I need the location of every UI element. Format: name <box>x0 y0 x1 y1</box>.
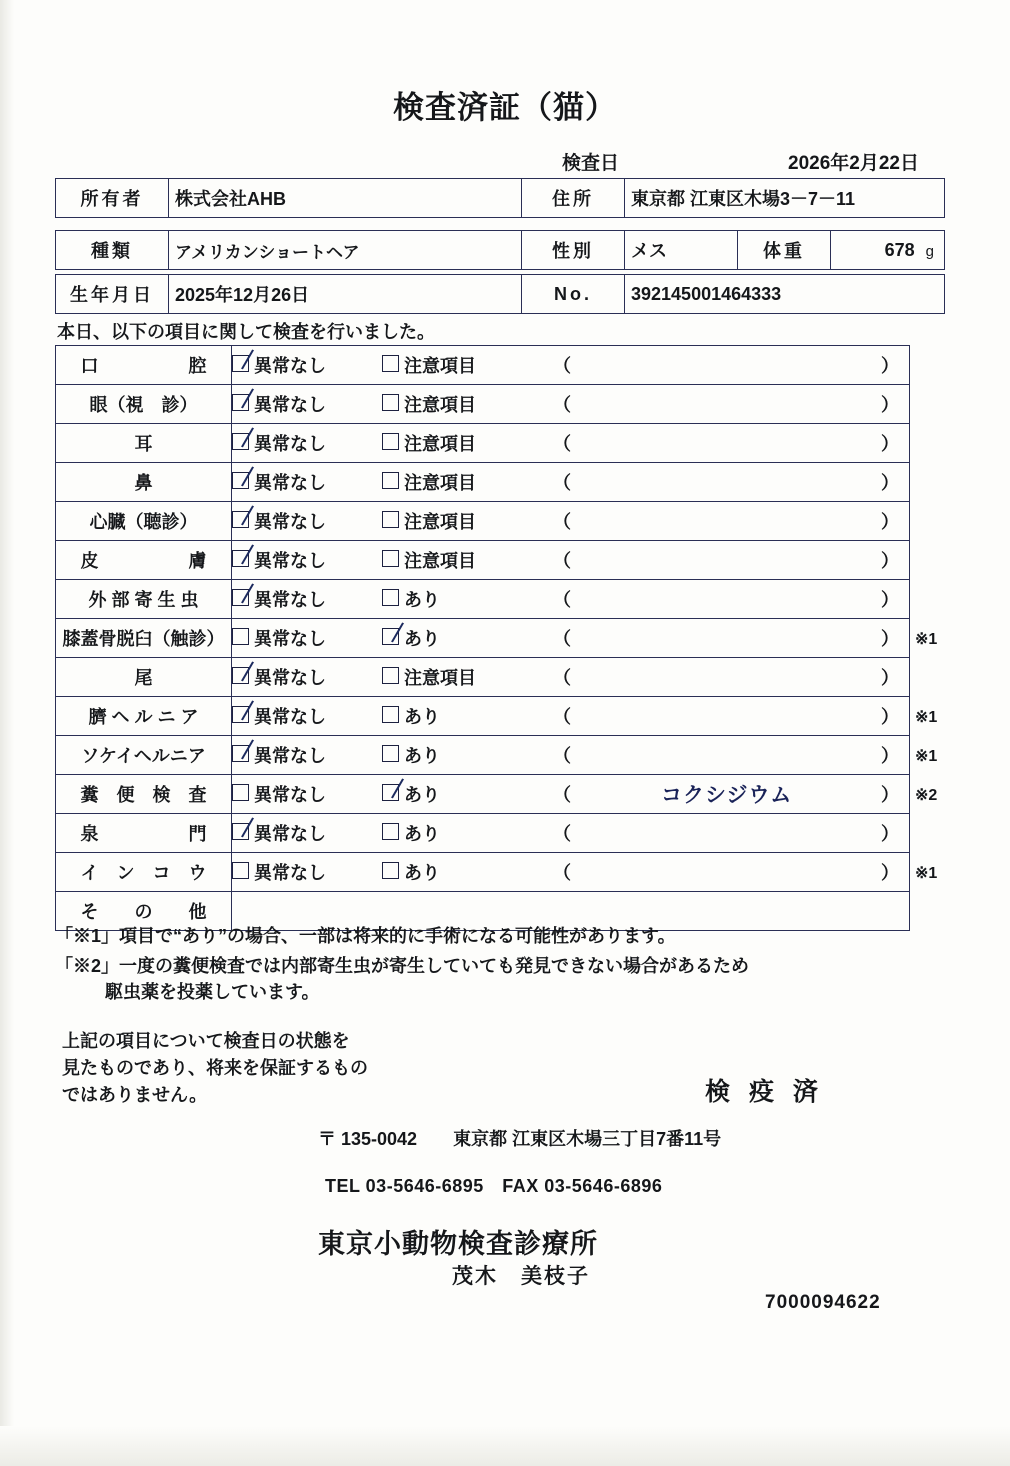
option-secondary-label: あり <box>404 746 440 766</box>
checkbox-icon[interactable] <box>232 511 249 528</box>
note-paren-close: ） <box>881 824 899 844</box>
option-secondary[interactable] <box>382 742 547 768</box>
note-paren-close: ） <box>881 590 899 610</box>
option-normal-label: 異常なし <box>254 473 326 493</box>
checkbox-icon[interactable] <box>382 667 399 684</box>
note-paren-open: （ <box>553 551 571 571</box>
exam-item-label: ソケイヘルニア <box>56 736 232 775</box>
exam-item-options <box>232 541 910 580</box>
option-secondary-label: 注意項目 <box>404 434 476 454</box>
option-normal-label: 異常なし <box>254 551 326 571</box>
note-paren-open: （ <box>553 473 571 493</box>
scan-edge-bottom <box>0 1426 1010 1466</box>
table-row <box>56 179 945 218</box>
note-paren-close: ） <box>881 707 899 727</box>
note-paren-open: （ <box>553 785 571 805</box>
option-normal-label: 異常なし <box>254 746 326 766</box>
option-secondary[interactable] <box>382 352 547 378</box>
note-paren-open: （ <box>553 590 571 610</box>
note-paren-close: ） <box>881 629 899 649</box>
table-row <box>56 697 910 736</box>
owner-table <box>55 178 945 218</box>
exam-item-options <box>232 814 910 853</box>
checkbox-icon[interactable] <box>232 823 249 840</box>
inspection-date-value: 2026年2月22日 <box>788 153 919 174</box>
option-secondary[interactable] <box>382 469 547 495</box>
exam-item-options <box>232 346 910 385</box>
checkbox-icon[interactable] <box>232 472 249 489</box>
option-secondary[interactable] <box>382 703 547 729</box>
option-normal[interactable] <box>232 508 382 534</box>
checkbox-icon[interactable] <box>232 784 249 801</box>
note-paren-open: （ <box>553 356 571 376</box>
option-secondary-label: あり <box>404 863 440 883</box>
checkbox-icon[interactable] <box>232 745 249 762</box>
table-row <box>56 853 910 892</box>
table-row <box>56 619 910 658</box>
note-paren-close: ） <box>881 434 899 454</box>
option-normal-label: 異常なし <box>254 629 326 649</box>
checkbox-icon[interactable] <box>232 706 249 723</box>
address-label: 住所 <box>522 179 625 218</box>
disclaimer-line: ではありません。 <box>62 1085 208 1105</box>
option-normal[interactable] <box>232 586 382 612</box>
note-paren-close: ） <box>881 512 899 532</box>
checkbox-icon[interactable] <box>232 550 249 567</box>
exam-intro-note: 本日、以下の項目に関して検査を行いました。 <box>57 322 435 342</box>
table-row <box>56 502 910 541</box>
note-paren-open: （ <box>553 434 571 454</box>
note-paren-open: （ <box>553 746 571 766</box>
option-secondary[interactable] <box>382 508 547 534</box>
option-normal[interactable] <box>232 781 382 807</box>
scan-edge-left <box>0 0 14 1466</box>
checkbox-icon[interactable] <box>382 784 399 801</box>
table-row <box>56 424 910 463</box>
option-normal[interactable] <box>232 625 382 651</box>
option-normal-label: 異常なし <box>254 824 326 844</box>
exam-item-label: イ ン コ ウ <box>56 853 232 892</box>
exam-item-label: 口 腔 <box>56 346 232 385</box>
note-paren-open: （ <box>553 824 571 844</box>
option-secondary-label: あり <box>404 707 440 727</box>
option-secondary-label: あり <box>404 590 440 610</box>
checkbox-icon[interactable] <box>232 589 249 606</box>
table-row <box>56 541 910 580</box>
exam-table <box>55 345 910 931</box>
exam-item-options <box>232 658 910 697</box>
kind-value: アメリカンショートヘア <box>169 231 522 270</box>
option-normal[interactable] <box>232 742 382 768</box>
option-normal[interactable] <box>232 430 382 456</box>
exam-item-options <box>232 580 910 619</box>
option-secondary[interactable] <box>382 586 547 612</box>
page-title: 検査済証（猫） <box>393 90 617 125</box>
option-secondary[interactable] <box>382 430 547 456</box>
option-secondary-label: あり <box>404 824 440 844</box>
checkbox-icon[interactable] <box>382 355 399 372</box>
table-row <box>56 736 910 775</box>
table-row <box>56 463 910 502</box>
note-paren-close: ） <box>881 356 899 376</box>
option-secondary[interactable] <box>382 547 547 573</box>
option-normal[interactable] <box>232 469 382 495</box>
birth-label: 生年月日 <box>56 275 169 314</box>
exam-item-options <box>232 619 910 658</box>
checkbox-icon[interactable] <box>382 628 399 645</box>
exam-item-options <box>232 736 910 775</box>
checkbox-icon[interactable] <box>232 628 249 645</box>
no-label: No. <box>522 275 625 314</box>
table-row <box>56 658 910 697</box>
address-value: 東京都 江東区木場3－7－11 <box>625 179 945 218</box>
owner-label: 所有者 <box>56 179 169 218</box>
option-normal-label: 異常なし <box>254 434 326 454</box>
note-paren-open: （ <box>553 863 571 883</box>
inspection-date-label: 検査日 <box>562 153 620 174</box>
exam-item-footnote-mark: ※1 <box>915 748 938 765</box>
table-row <box>56 814 910 853</box>
disclaimer-line: 見たものであり、将来を保証するもの <box>62 1058 368 1078</box>
checkbox-icon[interactable] <box>382 745 399 762</box>
exam-item-label: 鼻 <box>56 463 232 502</box>
option-normal-label: 異常なし <box>254 395 326 415</box>
option-normal[interactable] <box>232 859 382 885</box>
checkbox-icon[interactable] <box>382 706 399 723</box>
exam-item-options <box>232 385 910 424</box>
table-row <box>56 580 910 619</box>
note-paren-open: （ <box>553 395 571 415</box>
checkbox-icon[interactable] <box>382 862 399 879</box>
birth-value: 2025年12月26日 <box>169 275 522 314</box>
option-normal[interactable] <box>232 352 382 378</box>
doctor-name: 茂木 美枝子 <box>452 1265 590 1288</box>
option-secondary[interactable] <box>382 781 547 807</box>
checkbox-icon[interactable] <box>382 511 399 528</box>
table-row <box>56 346 910 385</box>
checkbox-icon[interactable] <box>232 394 249 411</box>
table-row <box>56 775 910 814</box>
no-value: 392145001464333 <box>625 275 945 314</box>
table-row <box>56 231 945 270</box>
exam-item-label: 皮 膚 <box>56 541 232 580</box>
checkbox-icon[interactable] <box>232 433 249 450</box>
table-row <box>56 385 910 424</box>
option-normal-label: 異常なし <box>254 590 326 610</box>
checkbox-icon[interactable] <box>382 589 399 606</box>
option-normal[interactable] <box>232 703 382 729</box>
option-normal[interactable] <box>232 391 382 417</box>
note-paren-close: ） <box>881 473 899 493</box>
option-secondary[interactable] <box>382 664 547 690</box>
note-paren-open: （ <box>553 629 571 649</box>
checkbox-icon[interactable] <box>382 394 399 411</box>
note-paren-close: ） <box>881 395 899 415</box>
exam-item-label: 糞 便 検 査 <box>56 775 232 814</box>
note-paren-close: ） <box>881 746 899 766</box>
option-secondary-label: 注意項目 <box>404 356 476 376</box>
table-row <box>56 275 945 314</box>
exam-item-label: 泉 門 <box>56 814 232 853</box>
option-normal[interactable] <box>232 547 382 573</box>
exam-item-label: 外 部 寄 生 虫 <box>56 580 232 619</box>
option-secondary-label: 注意項目 <box>404 668 476 688</box>
checkbox-icon[interactable] <box>382 550 399 567</box>
exam-item-options <box>232 502 910 541</box>
note-paren-close: ） <box>881 551 899 571</box>
checkbox-icon[interactable] <box>382 472 399 489</box>
checkbox-icon[interactable] <box>232 862 249 879</box>
option-secondary-label: あり <box>404 629 440 649</box>
exam-item-options <box>232 775 910 814</box>
option-normal-label: 異常なし <box>254 863 326 883</box>
option-secondary[interactable] <box>382 820 547 846</box>
option-secondary-label: 注意項目 <box>404 473 476 493</box>
kind-table <box>55 230 945 270</box>
note-paren-open: （ <box>553 707 571 727</box>
note-paren-close: ） <box>881 785 899 805</box>
disclaimer-line: 上記の項目について検査日の状態を <box>62 1031 350 1051</box>
exam-item-label: そ の 他 <box>56 892 232 931</box>
option-normal-label: 異常なし <box>254 356 326 376</box>
checkbox-icon[interactable] <box>232 667 249 684</box>
weight-label: 体重 <box>738 231 831 270</box>
option-normal[interactable] <box>232 664 382 690</box>
note-paren-close: ） <box>881 668 899 688</box>
checkbox-icon[interactable] <box>232 355 249 372</box>
footnote-2: 「※2」一度の糞便検査では内部寄生虫が寄生していても発見できない場合があるため <box>55 956 750 976</box>
checkbox-icon[interactable] <box>382 433 399 450</box>
exam-item-label: 心臓（聴診） <box>56 502 232 541</box>
birth-table <box>55 274 945 314</box>
clinic-address: 〒 135-0042 東京都 江東区木場三丁目7番11号 <box>318 1129 722 1149</box>
quarantine-stamp: 検 疫 済 <box>705 1078 824 1106</box>
option-secondary[interactable] <box>382 859 547 885</box>
exam-item-label: 尾 <box>56 658 232 697</box>
exam-item-footnote-mark: ※1 <box>915 709 938 726</box>
exam-item-options <box>232 463 910 502</box>
exam-item-label: 臍 ヘ ル ニ ア <box>56 697 232 736</box>
sex-label: 性別 <box>522 231 625 270</box>
serial-number: 7000094622 <box>765 1292 881 1313</box>
exam-item-footnote-mark: ※2 <box>915 787 938 804</box>
footnote-2b: 駆虫薬を投薬しています。 <box>105 982 320 1002</box>
option-secondary-label: 注意項目 <box>404 551 476 571</box>
exam-item-options <box>232 697 910 736</box>
option-normal-label: 異常なし <box>254 668 326 688</box>
disclaimer-text <box>62 1028 368 1109</box>
option-normal[interactable] <box>232 820 382 846</box>
exam-item-footnote-mark: ※1 <box>915 865 938 882</box>
sex-value: メス <box>625 231 738 270</box>
kind-label: 種類 <box>56 231 169 270</box>
exam-item-label: 耳 <box>56 424 232 463</box>
option-secondary-label: あり <box>404 785 440 805</box>
option-secondary-label: 注意項目 <box>404 395 476 415</box>
note-paren-open: （ <box>553 512 571 532</box>
option-secondary-label: 注意項目 <box>404 512 476 532</box>
option-normal-label: 異常なし <box>254 785 326 805</box>
weight-value: 678 <box>884 239 915 260</box>
footnote-1: 「※1」項目で“あり”の場合、一部は将来的に手術になる可能性があります。 <box>55 926 676 946</box>
note-paren-open: （ <box>553 668 571 688</box>
exam-item-options <box>232 424 910 463</box>
owner-value: 株式会社AHB <box>169 179 522 218</box>
option-secondary[interactable] <box>382 625 547 651</box>
note-paren-close: ） <box>881 863 899 883</box>
weight-unit: g <box>925 242 934 260</box>
option-normal-label: 異常なし <box>254 707 326 727</box>
exam-item-label: 膝蓋骨脱臼（触診） <box>56 619 232 658</box>
exam-item-options <box>232 853 910 892</box>
option-normal-label: 異常なし <box>254 512 326 532</box>
checkbox-icon[interactable] <box>382 823 399 840</box>
exam-item-label: 眼（視 診） <box>56 385 232 424</box>
clinic-tel-fax: TEL 03-5646-6895 FAX 03-5646-6896 <box>325 1176 663 1196</box>
clinic-name: 東京小動物検査診療所 <box>318 1229 598 1259</box>
exam-item-footnote-mark: ※1 <box>915 631 938 648</box>
option-secondary[interactable] <box>382 391 547 417</box>
handwritten-note: コクシジウム <box>661 784 793 807</box>
